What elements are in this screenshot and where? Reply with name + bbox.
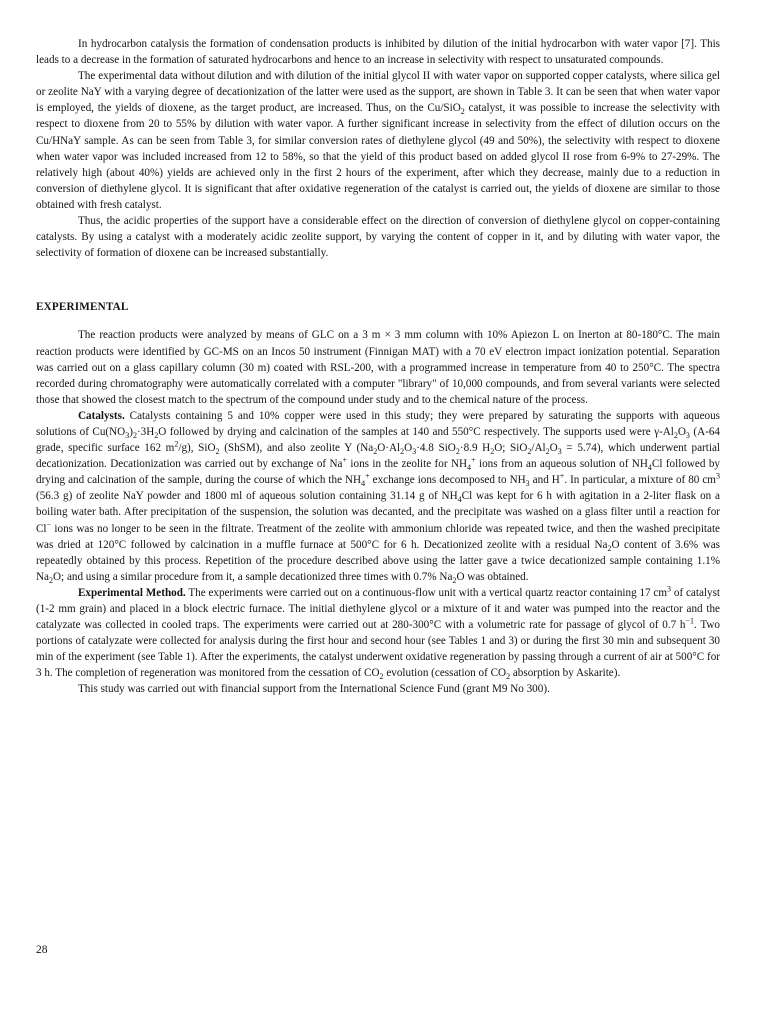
section-heading-experimental: EXPERIMENTAL xyxy=(36,301,129,314)
paper-page xyxy=(36,36,720,698)
experimental-paragraph-catalysts: Catalysts. Catalysts containing 5 and 10% copper were used in this study; they were prepared by saturating the supports with aqueous solutions of $Cu(NO_3)_2\cdot 3H_2O$ followed by drying and calcination of the samples at 140 and 550°C respectively. The supports used were $\gamma-Al_2O_3$ (A-64 grade, specific surface 162 $m^2/g$), SiO$_2$ (ShSM), and also zeolite Y ($Na_2O\cdot Al_2O_3\cdot 4.8$ SiO$_2$·8.9 $H_2O$; $SiO_2/Al_2O_3 = 5.74$), which underwent partial decationization. Decationization was carried out by exchange of Na+ ions in the zeolite for $NH_4^+$ ions from an aqueous solution of $NH_4Cl$ followed by drying and calcination of the sample, during the course of which the $NH_4^+$ exchange ions decomposed to $NH_3$ and H+. In particular, a mixture of 80 $cm^3$ (56.3 g) of zeolite NaY powder and 1800 ml of aqueous solution containing 31.14 g of $NH_4Cl$ was kept for 6 h with agitation in a 2-liter flask on a boiling water bath. After precipitation of the suspension, the solution was decanted, and the precipitate was washed on a glass filter until a reaction for Cl− ions was no longer to be seen in the filtrate. Treatment of the zeolite with ammonium chloride was repeated twice, and then the washed precipitate was dried at 120°C followed by calcination in a muffle furnace at 500°C for 6 h. Decationized zeolite with a residual $Na_2O$ content of 3.6% was repeatedly obtained by this process. Repetition of the procedure described above using the latter gave a twice decationized sample containing 1.1% $Na_2O$; and using a similar procedure from it, a sample decationized three times with 0.7% $Na_2O$ was obtained. xyxy=(36,409,721,586)
funding-acknowledgement: This study was carried out with financial support from the International Science Fund (grant M9 No 300). xyxy=(78,683,550,696)
experimental-paragraph-method: Experimental Method. The experiments were carried out on a continuous-flow unit with a vertical quartz reactor containing 17 $cm^3$ of catalyst (1-2 mm grain) and placed in a block electric furnace. The initial diethylene glycol or a mixture of it and water was pumped into the reactor and the catalyzate was collected in cooled traps. The experiments were carried out at 280-300°C with a volumetric rate for passage of glycol of 0.7 $h^{-1}$. Two portions of catalyzate were collected for analysis during the first hour and second hour (see Tables 1 and 3) or during the first 30 min and subsequent 30 min of the experiment (see Table 1). After the experiments, the catalyst underwent oxidative regeneration by passing through a current of air at 500°C for 3 h. The completion of regeneration was monitored from the cessation of $CO_2$ evolution (cessation of $CO_2$ absorption by Askarite). xyxy=(36,584,720,682)
intro-paragraph-1: In hydrocarbon catalysis the formation of condensation products is inhibited by dilution of the initial hydrocarbon with water vapor [7]. This leads to a decrease in the formation of saturated hydrocarbons and hence to an increase in selectivity with respect to unsaturated compounds. xyxy=(36,38,720,67)
catalysts-run-in-heading: Catalysts. xyxy=(78,409,125,422)
experimental-paragraph-analysis: The reaction products were analyzed by means of GLC on a 3 m × 3 mm column with 10% Apiezon L on Inerton at 80-180°C. The main reaction products were identified by GC-MS on an Incos 50 instrument (Finnigan MAT) with a 70 eV electron impact ionization potential. Separation was carried out on a glass capillary column (30 m) coated with RSL-200, with a programmed increase in temperature from 40 to 250°C. The spectra recorded during chromatography were automatically correlated with a computer "library" of 10,000 compounds, and from several variants were selected those that showed the closest match to the spectrum of the compound under study and to the chemical nature of the process. xyxy=(36,329,720,406)
page-number: 28 xyxy=(36,944,48,956)
intro-paragraph-3: Thus, the acidic properties of the support have a considerable effect on the direction of conversion of diethylene glycol on copper-containing catalysts. By using a catalyst with a moderately acidic zeolite support, by varying the content of copper in it, and by diluting with water vapor, the selectivity of formation of dioxene can be increased substantially. xyxy=(36,215,720,260)
intro-paragraph-2: The experimental data without dilution and with dilution of the initial glycol II with water vapor on supported copper catalysts, where silica gel or zeolite NaY with a varying degree of decationization of the latter were used as the support, are shown in Table 3. It can be seen that when water vapor is employed, the yields of dioxene, as the target product, are increased. Thus, on the Cu/SiO$_2$ catalyst, it was possible to increase the selectivity with respect to dioxene from 20 to 55% by dilution with water vapor. A further significant increase in selectivity from the effect of dilution occurs on the Cu/HNaY sample. As can be seen from Table 3, for similar conversion rates of diethylene glycol (49 and 50%), the selectivity with respect to dioxene when water vapor was included increased from 12 to 58%, so that the yield of this product based on added glycol II rose from 6-9% to 27-29%. The relatively high (about 40%) yields are achieved only in the first 2 hours of the experiment, after which they decrease, mainly due to a reduction in conversion of diethylene glycol. It is significant that after oxidative regeneration of the catalyst is carried out, the yields of dioxene are similar to those obtained with fresh catalyst. xyxy=(36,70,720,211)
method-run-in-heading: Experimental Method. xyxy=(78,586,186,599)
